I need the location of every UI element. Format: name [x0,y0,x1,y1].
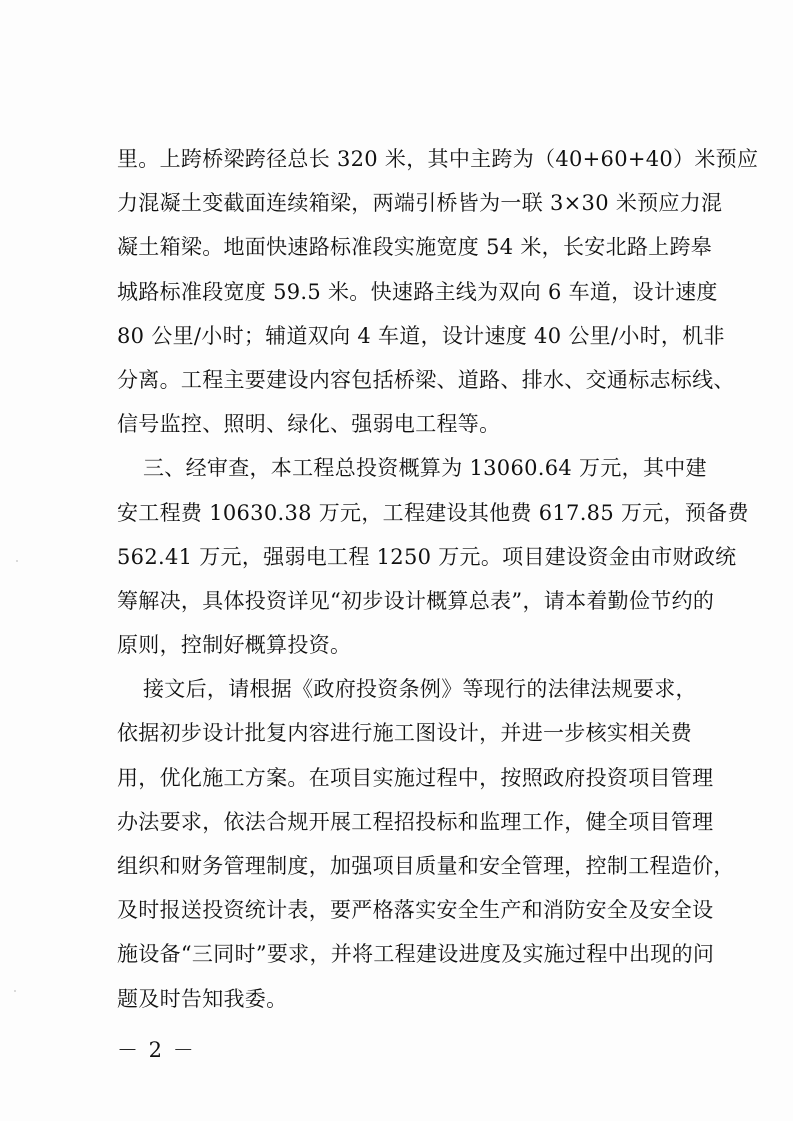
text-line: 筹解决，具体投资详见“初步设计概算总表”，请本着勤俭节约的 [117,588,715,613]
scan-artifact [14,990,16,992]
text-line: 562.41 万元，强弱电工程 1250 万元。项目建设资金由市财政统 [117,544,737,569]
text-line: 城路标准段宽度 59.5 米。快速路主线为双向 6 车道，设计速度 [117,279,718,304]
text-line: 题及时告知我委。 [117,986,288,1011]
text-line: 及时报送投资统计表，要严格落实安全生产和消防安全及安全设 [117,898,714,923]
text-line: 安工程费 10630.38 万元，工程建设其他费 617.85 万元，预备费 [117,500,749,525]
text-line: 办法要求，依法合规开展工程招投标和监理工作，健全项目管理 [117,809,714,834]
text-line: 分离。工程主要建设内容包括桥梁、道路、排水、交通标志标线、 [117,367,735,392]
page-number: － 2 － [117,1038,196,1062]
text-line: 施设备“三同时”要求，并将工程建设进度及实施过程中出现的问 [117,942,715,967]
text-line: 用，优化施工方案。在项目实施过程中，按照政府投资项目管理 [117,765,714,790]
text-line: 三、经审查，本工程总投资概算为 13060.64 万元，其中建 [143,456,707,481]
text-line: 里。上跨桥梁跨径总长 320 米，其中主跨为（40+60+40）米预应 [117,147,759,171]
document-body [117,137,759,1021]
page-footer [0,1035,793,1065]
text-line: 原则，控制好概算投资。 [117,633,352,658]
text-line: 组织和财务管理制度，加强项目质量和安全管理，控制工程造价， [117,854,735,878]
text-line: 凝土箱梁。地面快速路标准段实施宽度 54 米，长安北路上跨皋 [117,235,713,260]
text-line: 接文后，请根据《政府投资条例》等现行的法律法规要求， [143,677,697,702]
text-line: 力混凝土变截面连续箱梁，两端引桥皆为一联 3×30 米预应力混 [117,191,723,216]
scan-artifact [16,560,18,562]
text-line: 依据初步设计批复内容进行施工图设计，并进一步核实相关费 [117,721,693,746]
text-line: 80 公里/小时；辅道双向 4 车道，设计速度 40 公里/小时，机非 [117,323,725,348]
text-line: 信号监控、照明、绿化、强弱电工程等。 [117,412,501,437]
